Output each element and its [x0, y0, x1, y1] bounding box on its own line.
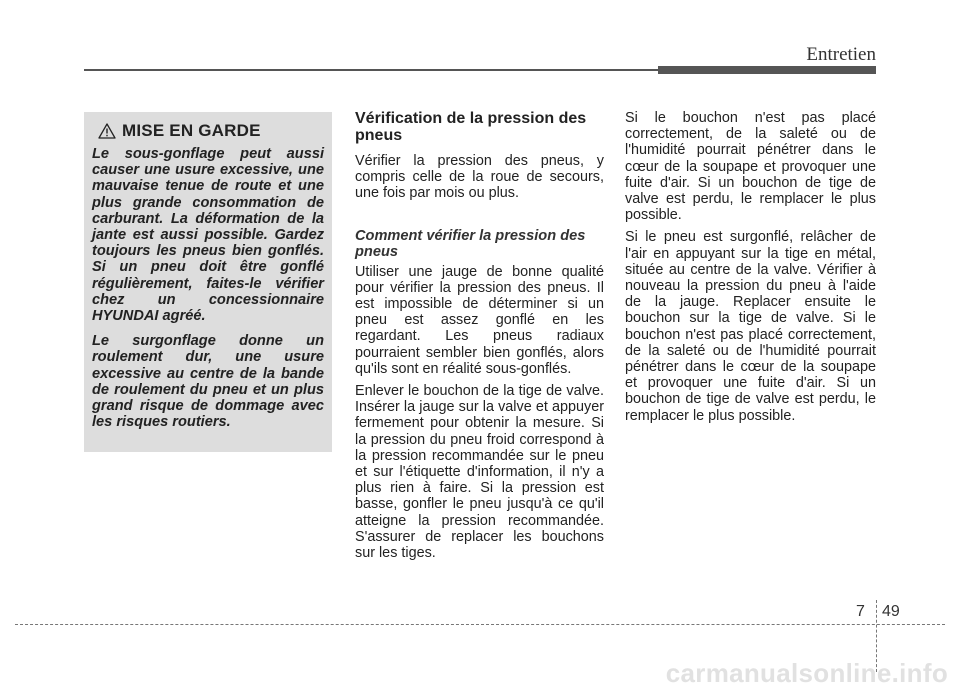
watermark: carmanualsonline.info	[665, 658, 948, 688]
warning-paragraph: Le sous-gonflage peut aussi causer une usure excessive, une mauvaise tenue de route et une plus grande consommation de carburant. La déformation de la jante est aussi possible. Gardez toujours les pneus bien gonflés. Si un pneu doit être gonflé régulièrement, faites-le vérifier chez un concessionnaire HYUNDAI agréé.	[92, 146, 324, 325]
header-rule	[84, 69, 658, 71]
warning-triangle-icon	[98, 123, 116, 139]
section-heading: Vérification de la pression des pneus	[355, 110, 587, 144]
footer-rule	[15, 624, 945, 625]
chapter-number: 7	[856, 603, 865, 620]
body-paragraph: Si le pneu est surgonflé, relâcher de l'air en appuyant sur la tige en métal, située au centre de la valve. Vérifier à nouveau la pression du pneu à l'aide de la jauge. Replacer ensuite le bouchon sur la tige de valve. Si le bouchon n'est pas placé correctement, de la saleté ou de l'humidité pourrait pénétrer dans le cœur de la soupape et provoquer une fuite d'air. Si un bouchon de tige de valve est perdu, le remplacer le plus possible.	[625, 229, 876, 424]
warning-header	[98, 121, 324, 141]
warning-title: MISE EN GARDE	[122, 121, 261, 140]
warning-paragraph: Le surgonflage donne un roulement dur, une usure excessive au centre de la bande de roulement du pneu et un plus grand risque de dommage avec les risques routiers.	[92, 333, 324, 431]
column-tire-pressure	[355, 110, 604, 567]
body-paragraph: Utiliser une jauge de bonne qualité pour vérifier la pression des pneus. Il est impossible de déterminer si un pneu est assez gonflé en les regardant. Les pneus radiaux pourraient sembler bien gonflés, alors qu'ils sont en réalité sous-gonflés.	[355, 263, 604, 377]
warning-box	[84, 112, 332, 452]
intro-paragraph: Vérifier la pression des pneus, y compris celle de la roue de secours, une fois par mois ou plus.	[355, 153, 604, 202]
header-bar	[658, 66, 876, 74]
subsection-heading: Comment vérifier la pression des pneus	[355, 227, 586, 260]
page-header-title: Entretien	[806, 44, 876, 65]
body-paragraph: Si le bouchon n'est pas placé correctement, de la saleté ou de l'humidité pourrait pénétrer dans le cœur de la soupape et provoquer une fuite d'air. Si un bouchon de tige de valve est perdu, le remplacer le plus possible.	[625, 110, 876, 224]
body-paragraph: Enlever le bouchon de la tige de valve. Insérer la jauge sur la valve et appuyer fermement pour obtenir la mesure. Si la pression du pneu froid correspond à la pression recommandée sur le pneu et sur l'étiquette d'information, il n'y a plus rien à faire. Si la pression est basse, gonfler le pneu jusqu'à ce qu'il atteigne la pression recommandée. S'assurer de replacer les bouchons sur les tiges.	[355, 383, 604, 562]
column-valve-cap	[625, 110, 876, 430]
page-number: 49	[882, 603, 900, 620]
